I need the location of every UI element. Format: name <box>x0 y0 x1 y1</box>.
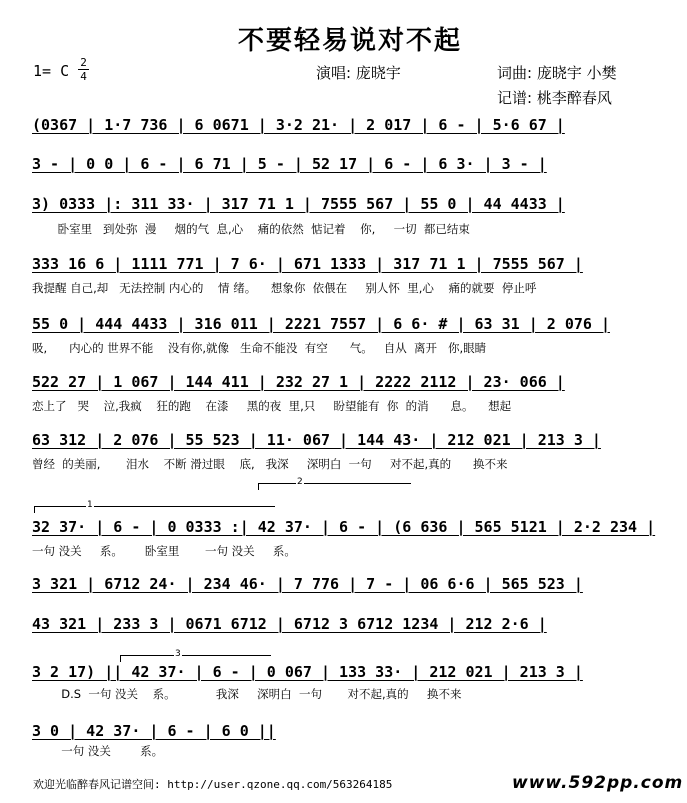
time-signature <box>78 57 89 82</box>
score-system <box>32 429 650 471</box>
volta-label-1: 1 <box>87 500 93 510</box>
lyricist-label: 词曲: <box>497 64 533 82</box>
volta-bracket-2 <box>258 483 411 490</box>
notation-line: (0367 | 1·7 736 | 6 0671 | 3·2 21· | 2 017 | 6 - | 5·6 67 | <box>32 116 565 134</box>
notation-line: 333 16 6 | 1111 771 | 7 6· | 671 1333 | 317 71 1 | 7555 567 | <box>32 255 583 273</box>
transcriber-label: 记谱: <box>497 89 533 107</box>
score-system <box>32 720 650 758</box>
volta-label-2: 2 <box>297 477 303 487</box>
score-system <box>32 114 650 136</box>
lyric-line: 一句 没关 系。 卧室里 一句 没关 系。 <box>32 544 296 558</box>
key-signature: 1= C <box>33 62 70 80</box>
notation-line: 3 0 | 42 37· | 6 - | 6 0 || <box>32 722 276 740</box>
score-system <box>32 193 650 236</box>
notation-line: 3) 0333 |: 311 33· | 317 71 1 | 7555 567 | 55 0 | 44 4433 | <box>32 195 565 213</box>
singer-label: 演唱: <box>316 64 352 82</box>
score-system <box>32 516 656 558</box>
score-system <box>32 613 650 635</box>
singer-name: 庞晓宇 <box>355 64 401 82</box>
lyric-line: 一句 没关 系。 <box>32 744 164 758</box>
lyric-line: 恋上了 哭 泣,我疯 狂的跑 在漆 黑的夜 里,只 盼望能有 你 的消 息。 想起 <box>32 399 512 413</box>
notation-line: 3 2 17) || 42 37· | 6 - | 0 067 | 133 33· | 212 021 | 213 3 | <box>32 663 583 681</box>
score-system <box>32 313 650 355</box>
lyric-line: 我提醒 自己,却 无法控制 内心的 情 绪。 想象你 依偎在 别人怀 里,心 痛的就要 停止呼 <box>32 281 537 295</box>
notation-line: 43 321 | 233 3 | 0671 6712 | 6712 3 6712 1234 | 212 2·6 | <box>32 615 547 633</box>
notation-line: 3 - | 0 0 | 6 - | 6 71 | 5 - | 52 17 | 6 - | 6 3· | 3 - | <box>32 155 547 173</box>
lyricist-credit <box>497 62 617 83</box>
score-system <box>32 573 650 595</box>
score-system <box>32 153 650 175</box>
lyric-line: 卧室里 到处弥 漫 烟的气 息,心 痛的依然 惦记着 你, 一切 都已结束 <box>32 222 470 236</box>
score-system <box>32 661 650 701</box>
volta-bracket-1 <box>34 506 275 513</box>
song-title: 不要轻易说对不起 <box>238 26 463 56</box>
transcriber-credit <box>497 87 612 108</box>
notation-line: 3 321 | 6712 24· | 234 46· | 7 776 | 7 - | 06 6·6 | 565 523 | <box>32 575 583 593</box>
lyric-line: 吸, 内心的 世界不能 没有你,就像 生命不能没 有空 气。 自从 离开 你,眼睛 <box>32 341 487 355</box>
transcriber-name: 桃李醉春风 <box>536 89 612 107</box>
notation-line: 55 0 | 444 4433 | 316 011 | 2221 7557 | 6 6· # | 63 31 | 2 076 | <box>32 315 610 333</box>
score-system <box>32 253 650 295</box>
lyric-line: D.S 一句 没关 系。 我深 深明白 一句 对不起,真的 换不来 <box>32 687 462 701</box>
volta-label-3: 3 <box>175 649 181 659</box>
lyricist-name: 庞晓宇 小樊 <box>536 64 617 82</box>
notation-line: 63 312 | 2 076 | 55 523 | 11· 067 | 144 43· | 212 021 | 213 3 | <box>32 431 601 449</box>
time-signature-bottom: 4 <box>80 70 87 83</box>
singer-credit <box>316 62 401 83</box>
notation-line: 32 37· | 6 - | 0 0333 :| 42 37· | 6 - | (6 636 | 565 5121 | 2·2 234 | <box>32 518 656 536</box>
time-signature-top: 2 <box>80 56 87 69</box>
score-system <box>32 371 650 413</box>
footer-note: 欢迎光临醉春风记谱空间: http://user.qzone.qq.com/563264185 <box>33 778 393 791</box>
notation-line: 522 27 | 1 067 | 144 411 | 232 27 1 | 2222 2112 | 23· 066 | <box>32 373 565 391</box>
lyric-line: 曾经 的美丽, 泪水 不断 滑过眼 底, 我深 深明白 一句 对不起,真的 换不来 <box>32 457 508 471</box>
site-watermark: www.592pp.com <box>512 773 684 793</box>
